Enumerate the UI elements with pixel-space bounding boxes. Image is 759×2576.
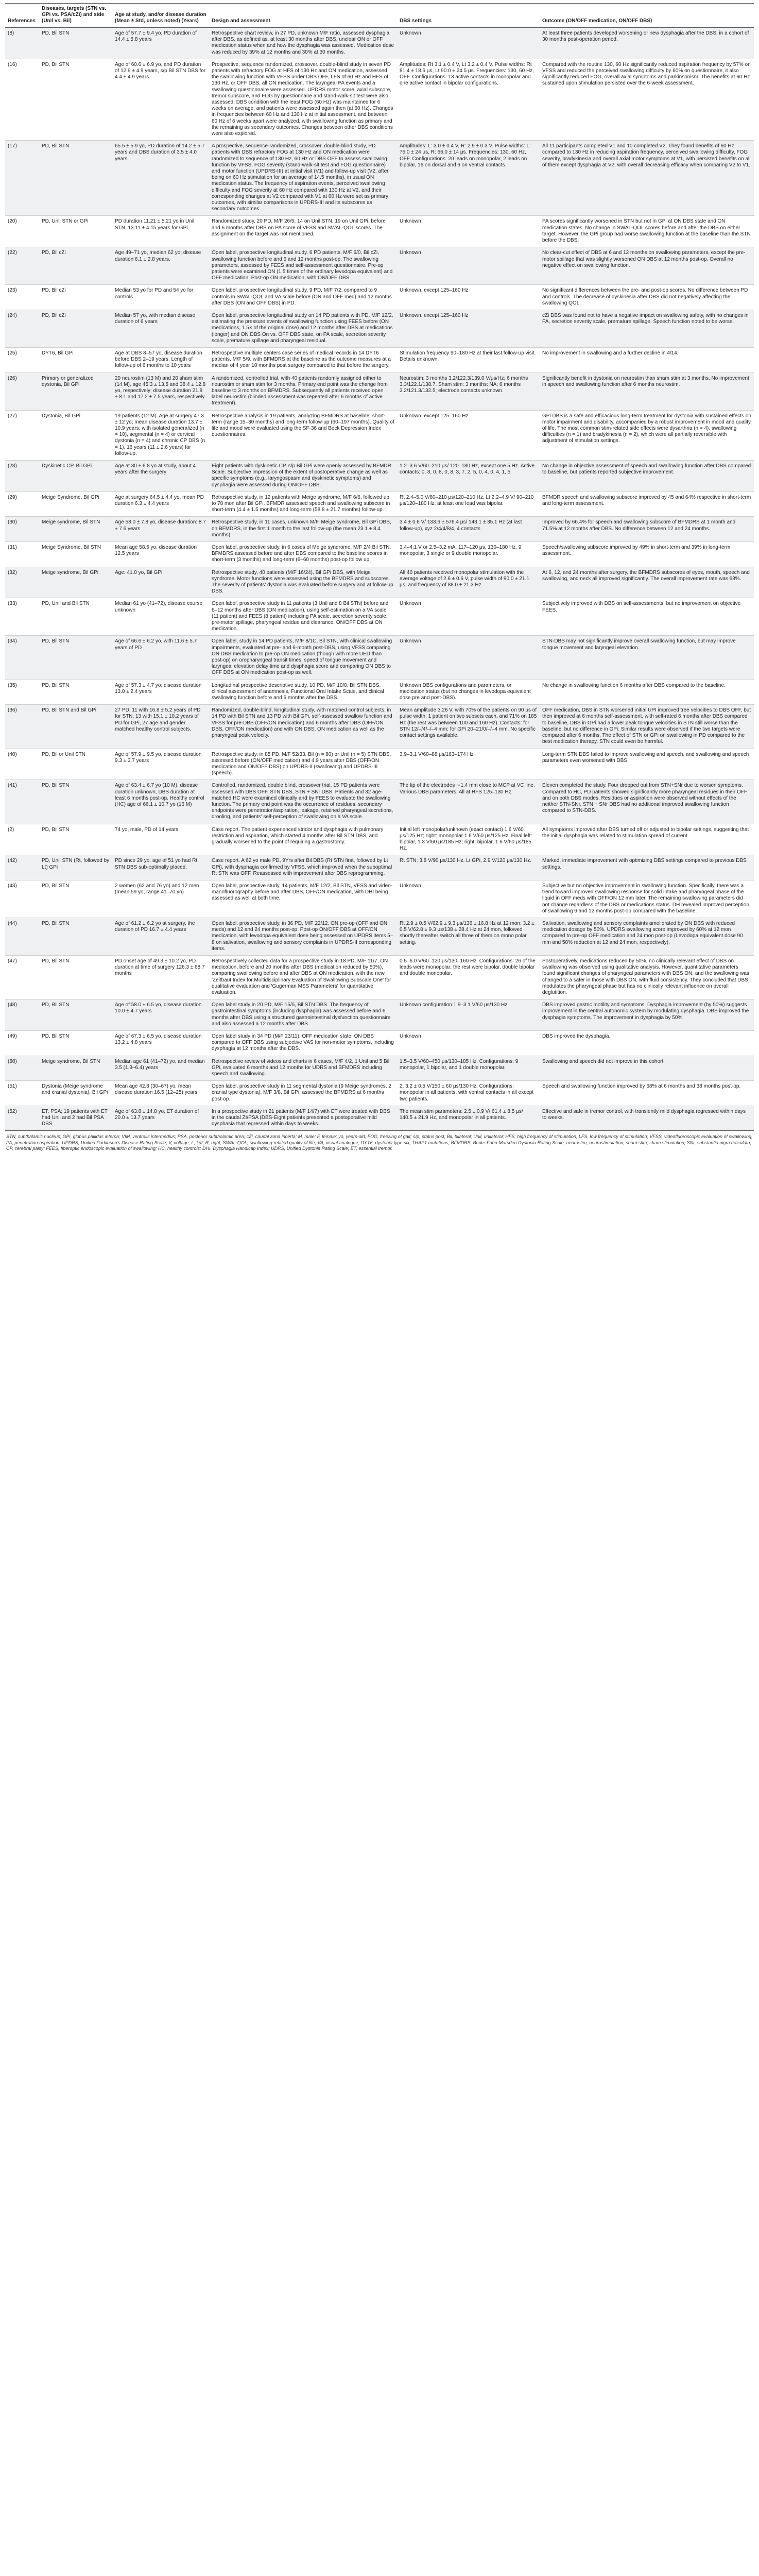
cell-dbs-settings: Initial left monopolar/unknown (exact contact) 1.6 V/60 μs/125 Hz; right: monopolar 1.6 V/60 μs/125 Hz. Final left: bipolar, 1.3 V/60 μs/185 Hz; right: bipolar, 1.6 V/60 μs/185 Hz. <box>397 824 540 855</box>
cell-age-duration: Age of 58.0 ± 6.5 yo, disease duration 10.0 ± 4.7 years <box>112 999 209 1031</box>
cell-outcome: No improvement in swallowing and a further decline in 4/14. <box>540 347 754 372</box>
cell-outcome: cZi DBS was found not to have a negative impact on swallowing safety, with no changes in PA, secretion severity scale, premature spillage. Speech function noted to be worse. <box>540 310 754 347</box>
cell-disease-target: PD, Bil STN <box>39 680 112 705</box>
cell-age-duration: Age 49–71 yo, median 62 yo; disease duration 6.1 ± 2.8 years. <box>112 247 209 285</box>
cell-design-assessment: Open label, prospective study, in 36 PD, M/F 22/12, ON pre-op (OFF and ON meds) and 12 and 24 months post-op. Post-op ON/OFF DBS at OFF/ON medication, with levodopa equivalent dose being assessed on UPDRS items 5–8 on salivation, swallowing and sensory complaints in UPDRS-II corresponding items. <box>209 918 397 955</box>
cell-outcome: PA scores significantly worsened in STN but not in GPi at ON DBS state and ON medication states. No change in SWAL-QOL scores before and after the DBS on either target. However, the GPi group had worse swallowing function at the baseline than the STN before the DBS. <box>540 216 754 247</box>
cell-design-assessment: Open label, prospective longitudinal study, 9 PD, M/F 7/2, compared to 9 controls in SWAL-QOL and VA scale before (ON and OFF med) and 12 months after DBS (ON and OFF DBS) in PD. <box>209 285 397 310</box>
table-body <box>5 28 754 1131</box>
cell-dbs-settings: Unknown configuration 1.9–3.1 V/60 μs/130 Hz <box>397 999 540 1031</box>
cell-disease-target: PD, Bil or Unil STN <box>39 749 112 780</box>
cell-design-assessment: In a prospective study in 21 patients (M/F 14/7) with ET were treated with DBS in the caudal ZI/PSA (DBS-Eight patients presented a postoperative mild dysphasia that regressed within days to weeks. <box>209 1106 397 1131</box>
cell-disease-target: Dystonia, Bil GPi <box>39 410 112 460</box>
table-footnote: STN, subthalamic nucleus; GPi, globus pallidus interna; VIM, ventralis intermedius; PSA, posterior subthalamic area; cZi, caudal zona incerta; M, male; F, female; yo, years-old; FOG, freezing of gait; s/p, status post; Bil, bilateral; Unil, unilateral; HFS, high frequency of stimulation; LFS, low frequency of stimulation; VFSS, videofluoroscopic evaluation of swallowing; PA, penetration-aspiration; UPDRS, Unified Parkinson's Disease Rating Scale; V, voltage; L, left; R, right; SWAL-QOL, swallowing-related quality of life; VA, visual analogue; DYT6, dystonia type six; THAP1 mutations; BFMDRS, Burke-Fahn-Marsden Dystonia Rating Scale; neurostim, neurostimulation; sham stim, sham stimulation; SNr, substantia nigra reticulata; CP, cerebral palsy; FEES, fiberoptic endoscopic evaluation of swallowing; HC, healthy controls; DHI, Dysphagia Handicap Index; UDRS, Unified Dystonia Rating Scale; ET, essential tremor. <box>6 1134 753 1151</box>
cell-disease-target: ET, PSA; 19 patients with ET had Unil and 2 had Bil PSA DBS <box>39 1106 112 1131</box>
table-row <box>5 542 754 567</box>
cell-reference: (32) <box>5 567 39 598</box>
cell-disease-target: PD, Bil STN <box>39 824 112 855</box>
cell-dbs-settings: Unknown <box>397 1031 540 1056</box>
cell-age-duration: 65.5 ± 5.9 yo, PD duration of 14.2 ± 5.7 years and DBS duration of 3.5 ± 4.0 years <box>112 141 209 216</box>
table-row <box>5 1081 754 1106</box>
table-row <box>5 517 754 542</box>
cell-disease-target: Primary or generalized dystonia, Bil GPi <box>39 372 112 410</box>
cell-outcome: At 6, 12, and 24 months after surgery, the BFMDRS subscores of eyes, mouth, speech and swallowing, and neck all improved significantly. The overall improvement rate was 63%. <box>540 567 754 598</box>
cell-outcome: Speech/swallowing subscore improved by 49% in short-term and 39% in long-term assessment. <box>540 542 754 567</box>
cell-age-duration: Age of 67.3 ± 6.5 yo, disease duration 13.2 ± 4.8 years <box>112 1031 209 1056</box>
cell-design-assessment: Retrospective study, 40 patients (M/F 16/24), Bil GPi DBS, with Meige syndrome. Motor functions were assessed using the BFMDRS and subscores. The severity of patients' dystonia was evaluated before surgery and at follow-up DBS. <box>209 567 397 598</box>
table-row <box>5 347 754 372</box>
cell-disease-target: Meige syndrome, Bil STN <box>39 1056 112 1081</box>
cell-reference: (8) <box>5 28 39 59</box>
table-row <box>5 410 754 460</box>
header-references: References <box>5 4 39 28</box>
table-row <box>5 1031 754 1056</box>
cell-outcome: Subjective but no objective improvement in swallowing function. Specifically, there was a trend toward improved swallowing response for solid intake and pharyngeal phase of the liquid in OFF meds with OFF/ON 12 mm later. The remaining swallowing parameters did not change regardless of the DBS or medications status. DH revealed improved perception of swallowing 6 and 12 months post-op compared with the baseline. <box>540 880 754 918</box>
cell-age-duration: Median 53 yo for PD and 54 yo for controls. <box>112 285 209 310</box>
header-row <box>5 4 754 28</box>
cell-outcome: STN-DBS may not significantly improve overall swallowing function, but may improve tongue movement and laryngeal elevation. <box>540 636 754 680</box>
cell-disease-target: PD, Bil STN <box>39 780 112 824</box>
cell-dbs-settings: 0.5–6.0 V/60–120 μs/130–160 Hz. Configurations: 26 of the leads were monopolar; the rest were bipolar, double bipolar and double monopolar. <box>397 955 540 999</box>
table-row <box>5 824 754 855</box>
cell-design-assessment: A randomized, controlled trial, with 40 patients randomly assigned either to neurostim or sham stim for 3 months. Primary end point was the change from baseline to 3 months on BFMDRS. Subsequently all patients received open label neurostim (blinded assessment was repeated after 6 months of active treatment). <box>209 372 397 410</box>
cell-dbs-settings: Unknown, except 125–160 Hz <box>397 285 540 310</box>
cell-design-assessment: Eight patients with dyskinetic CP, s/p Bil GPi were openly assessed by BFMDR Scale. Subjective impression of the extent of postoperative change as well as specific symptoms (e.g., laryngospasm and dyskinetic symptoms) and dysphagia were assessed during ON/OFF DBS. <box>209 460 397 492</box>
table-row <box>5 1106 754 1131</box>
cell-design-assessment: Open label, prospective study in 11 segmental dystonia (9 Meige syndromes, 2 cranial type dystonia), M/F 3/8, Bil GPi, assessed the BFMDRS at 6 months post-op. <box>209 1081 397 1106</box>
cell-reference: (20) <box>5 216 39 247</box>
cell-design-assessment: Retrospective chart review, in 27 PD, unknown M/F ratio, assessed dysphagia after DBS, as defined as, at least 30 months after DBS, unclear ON or OFF medication status when and how the dysphagia was assessed. Medication dose was reduced by 39% at 12 months and 30% at 30 months. <box>209 28 397 59</box>
cell-disease-target: PD, Bil STN <box>39 955 112 999</box>
cell-disease-target: Meige Syndrome, Bil STN <box>39 542 112 567</box>
table-row <box>5 372 754 410</box>
cell-age-duration: Age of 57.9 ± 9.5 yo, disease duration 9.3 ± 3.7 years <box>112 749 209 780</box>
cell-dbs-settings: Unknown <box>397 216 540 247</box>
table-row <box>5 247 754 285</box>
table-row <box>5 567 754 598</box>
cell-dbs-settings: 1.2–3.6 V/60–210 μs/ 120–180 Hz, except one 5 Hz. Active contacts: 0, 8, 0, 8, 0, 8, 3, 7, 2, 5, 0, 4, 0, 4, 1, 5. <box>397 460 540 492</box>
page <box>0 0 759 1156</box>
cell-age-duration: Median 61 yo (41–72), disease course unknown <box>112 598 209 636</box>
table-row <box>5 855 754 880</box>
cell-reference: (43) <box>5 880 39 918</box>
cell-reference: (30) <box>5 517 39 542</box>
cell-design-assessment: Longitudinal prospective descriptive study, 10 PD, M/F 10/0, Bil STN DBS, clinical assessment of anamnesis, Functional Oral Intake Scale, and clinical swallowing function before and 6 months after the DBS. <box>209 680 397 705</box>
cell-dbs-settings: Mean amplitude 3.26 V, with 70% of the patients on 90 μs of pulse width, 1 patient on two subsets each, and 71% on 185 Hz (the rest was between 100 and 160 Hz). Contacts: for STN 12/–/4/–/–4 mm; for GPi 20–21/0/–/–4 mm. No specific contact settings available. <box>397 705 540 749</box>
table-row <box>5 780 754 824</box>
cell-outcome: All 11 participants completed V1 and 10 completed V2. They found benefits of 60 Hz compared to 130 Hz in reducing aspiration frequency, perceived swallowing difficulty, FOG severity, bradykinesia and overall axial motor symptoms at V1, with persisted benefits on all of them except dysphagia at V2, with overall decreasing efficacy when comparing V2 to V1. <box>540 141 754 216</box>
cell-reference: (33) <box>5 598 39 636</box>
cell-dbs-settings: Unknown <box>397 598 540 636</box>
cell-dbs-settings: Unknown, except 125–160 Hz <box>397 310 540 347</box>
table-row <box>5 460 754 492</box>
cell-age-duration: Mean age 42.8 (30–67) yo, mean disease duration 16.5 (12–25) years <box>112 1081 209 1106</box>
table-row <box>5 880 754 918</box>
cell-reference: (41) <box>5 780 39 824</box>
cell-age-duration: PD onset age of 49.3 ± 10.2 yo, PD duration at time of surgery 126.3 ± 68.7 months <box>112 955 209 999</box>
cell-outcome: Subjectively improved with DBS on self-assessments, but no improvement on objective FEES. <box>540 598 754 636</box>
table-row <box>5 285 754 310</box>
table-header <box>5 4 754 28</box>
cell-disease-target: Dystonia (Meige syndrome and cranial dystonia), Bil GPi <box>39 1081 112 1106</box>
cell-reference: (27) <box>5 410 39 460</box>
cell-design-assessment: Retrospective analysis in 19 patients, analyzing BFMDRS at baseline, short-term (range 15–30 months) and long-term follow-up (60–197 months). Quality of life and mood were evaluated using the SF-36 and Beck Depression Index questionnaires. <box>209 410 397 460</box>
table-row <box>5 598 754 636</box>
cell-design-assessment: A prospective, sequence-randomized, crossover, double-blind study, PD patients with DBS refractory FOG at 130 Hz and ON medication were randomized to sequence of 130 Hz, 60 Hz or DBS OFF to assess swallowing function by VFSS, FOG severity (stand-walk-sit test and FOG questionnaire) and motor function (UPDRS-III) at initial visit (V1) and follow-up visit (V2, after being on 60 Hz stimulation for an average of 14.5 months), in usual ON medication status. The frequency of aspiration events, perceived swallowing difficulty and FOG severity at 60 Hz compared with 130 Hz at V2, and their corresponding changes at V2 compared with V1 at 60 Hz were set as primary outcomes, with similar comparisons in UPDRS-III and its subscores as secondary outcomes. <box>209 141 397 216</box>
cell-dbs-settings: Amplitudes: Rt 3.1 ± 0.4 V, Lt 3.2 ± 0.4 V. Pulse widths: Rt 81.4 ± 18.6 μs, Lt 90.0 ± 24.5 μs. Frequencies: 130, 60 Hz, OFF. Configurations: 13 active contacts in monopolar and one active contact in bipolar configurations. <box>397 59 540 140</box>
cell-outcome: Significantly benefit in dystonia on neurostim than sham stim at 3 months. No improvement in speech and swallowing function after 6 months neurostim. <box>540 372 754 410</box>
cell-outcome: Compared with the routine 130, 60 Hz significantly reduced aspiration frequency by 57% on VFSS and reduced the perceived swallowing difficulty by 60% on questionnaire, it also significantly reduced FOG, overall axial symptoms and parkinsonism. The benefits at 60 Hz sustained upon stimulation persisted over the 6-week assessment. <box>540 59 754 140</box>
cell-design-assessment: Retrospective study, in 85 PD, M/F 52/33, Bil (n = 80) or Unil (n = 5) STN DBS, assessed before (ON/OFF medication) and 4.9 years after DBS (OFF/ON medication and ON/OFF DBS) on UPDRS-II (swallowing) and UPDRS-III (speech). <box>209 749 397 780</box>
cell-outcome: GPi DBS is a safe and efficacious long-term treatment for dystonia with sustained effects on motor impairment and disability, accompanied by a robust improvement in mood and quality of life. The most common stim-related side effects were dysarthria (n = 4), swallowing difficulties (n = 1) and bradykinesia (n = 2), which were all partially reversible with adjustment of stimulation settings. <box>540 410 754 460</box>
cell-design-assessment: Controlled, randomized, double blind, crossover trial, 15 PD patients were assessed with DBS OFF, STN DBS, STN + SNr DBS. Patients and 32 age-matched HC were examined clinically and by FEES to evaluate the swallowing function. The primary end point was the occurrence of residues, secondary endpoints were penetration/aspiration, leakage, retained pharyngeal secretions, drooling, and patients' self-perception of swallowing on a VA scale. <box>209 780 397 824</box>
table-row <box>5 636 754 680</box>
cell-reference: (48) <box>5 999 39 1031</box>
cell-dbs-settings: 3.4–4.1 V or 2.5–3.2 mA, 117–120 μs, 130–180 Hz, 9 monopolar, 3 single or 9 double monopolar. <box>397 542 540 567</box>
header-age-duration: Age at study, and/or disease duration (Mean ± Std, unless noted) (Years) <box>112 4 209 28</box>
cell-disease-target: Meige syndrome, Bil STN <box>39 517 112 542</box>
cell-reference: (23) <box>5 285 39 310</box>
cell-dbs-settings: 2, 3.2 ± 0.5 V/150 ± 60 μs/130 Hz. Configurations: monopolar in all patients, with ventral contacts in all except two patients. <box>397 1081 540 1106</box>
cell-age-duration: PD duration 11.21 ± 5.21 yo in Unil STN, 13.11 ± 4.15 years for GPi <box>112 216 209 247</box>
cell-dbs-settings: The tip of the electrodes ∼1.4 mm close to MCP at VC line. Various DBS parameters. All at HFS 125–130 Hz. <box>397 780 540 824</box>
cell-dbs-settings: Unknown <box>397 880 540 918</box>
cell-age-duration: Age of 63.4 ± 6.7 yo (10 M), disease duration unknown, DBS duration at least 6 months post-op. Healthy control (HC) age of 66.1 ± 10.7 yo (16 M) <box>112 780 209 824</box>
table-row <box>5 918 754 955</box>
cell-design-assessment: Prospective, sequence randomized, crossover, double-blind study in seven PD patients with refractory FOG at HFS of 130 Hz and ON medication, assessed the swallowing function with VFSS under DBS OFF, LFS of 60 Hz and HFS of 130 Hz, or OFF DBS, all ON medication. The laryngeal PA events and a swallowing questionnaire were assessed. UPDRS motor score, axial subscore, tremor subscore, and FOG by questionnaire and stand-walk-sit test were also assessed. DBS condition with the least FOG (60 Hz) was maintained for 6 weeks on average, and patients were assessed again then (at 60 Hz). Changes in frequencies between 60 Hz and 130 Hz at initial assessment, and between 60 Hz of 6 weeks apart were analyzed, with swallowing function as primary and the remaining as secondary outcomes. Changes between other DBS conditions were also explored. <box>209 59 397 140</box>
cell-disease-target: DYT6, Bil GPi <box>39 347 112 372</box>
cell-age-duration: Age: 41.0 yo, Bil GPi <box>112 567 209 598</box>
cell-design-assessment: Open label study in 34 PD (M/F 23/11), OFF medication state, ON DBS compared to OFF DBS using subjective VAS for non-motor symptoms, including dysphagia at 12 months after the DBS. <box>209 1031 397 1056</box>
cell-outcome: No significant differences between the pre- and post-op scores. No difference between PD and controls. The decrease of dyskinesia after DBS did not negatively affecting the swallowing QOL. <box>540 285 754 310</box>
cell-age-duration: 19 patients (12 M). Age at surgery 47.3 ± 12 yo; mean disease duration 13.7 ± 10.9 years, with isolated generalized (n = 10), segmental (n = 4) or cervical dystonia (n = 4) and chronic CP DBS (n = 1), 16 years (11 ± 2.6 years) for follow-up. <box>112 410 209 460</box>
cell-outcome: DBS improved gastric motility and symptoms. Dysphagia improvement (by 50%) suggests improvement in the central autonomic system by modulating dysphagia. DBS improved the dysphagia symptoms. The improvement in dysphagia by 50%. <box>540 999 754 1031</box>
cell-reference: (35) <box>5 680 39 705</box>
cell-reference: (25) <box>5 347 39 372</box>
cell-reference: (50) <box>5 1056 39 1081</box>
cell-disease-target: PD, Bil STN <box>39 59 112 140</box>
table-row <box>5 955 754 999</box>
table-row <box>5 705 754 749</box>
cell-design-assessment: Randomized study, 20 PD, M/F 26/5, 14 on Unil STN, 19 on Unil GPi, before and 6 months after DBS on PA score of VFSS and SWAL-QOL scores. The assignment on the target was not mentioned. <box>209 216 397 247</box>
cell-outcome: Swallowing and speech did not improve in this cohort. <box>540 1056 754 1081</box>
table-row <box>5 141 754 216</box>
cell-disease-target: Dyskinetic CP, Bil GPi <box>39 460 112 492</box>
cell-age-duration: 27 PD, 11 with 16.8 ± 5.2 years of PD for STN, 13 with 15.1 ± 10.2 years of PD for GPi, 27 age and gender matched healthy control subjects. <box>112 705 209 749</box>
cell-reference: (49) <box>5 1031 39 1056</box>
cell-age-duration: Mean age 58.5 yo, disease duration 12.5 years <box>112 542 209 567</box>
cell-design-assessment: Open label, prospective longitudinal study on 14 PD patients with PD, M/F 12/2, estimating the pressure events of swallowing function using FEES before (ON medications, 1.5× of the original dose) and 12 months after DBS at medications (longer) and ON DBS On vs. OFF DBS state, on PA scale, secretion severity scale, premature spillage and pharyngeal residual. <box>209 310 397 347</box>
cell-reference: (28) <box>5 460 39 492</box>
cell-age-duration: 2 women (62 and 76 yo) and 12 men (mean 59 yo, range 41–70 yo) <box>112 880 209 918</box>
cell-reference: (36) <box>5 705 39 749</box>
table-row <box>5 59 754 140</box>
cell-dbs-settings: Neurostim: 3 months 3.2/122.3/139.0 V/μs/Hz; 6 months 3.3/122.1/138.7. Sham stim: 3 months: NA; 6 months 3.2/121.3/132.5; electrode contacts unknown. <box>397 372 540 410</box>
cell-age-duration: Age 58.0 ± 7.8 yo, disease duration: 8.7 ± 7.6 years <box>112 517 209 542</box>
cell-outcome: At least three patients developed worsening or new dysphagia after the DBS, in a cohort of 30 months post-operation period. <box>540 28 754 59</box>
cell-outcome: OFF medication, DBS in STN worsened initial UPI improved tree velocities to DBS OFF, but then improved at 6 months self-assessment, with self-rated 6 months after DBS compared to baseline, DBS in GPi had a lower peak tongue velocities in STN still worse than the baseline, but no difference in GPi. Similar results were observed if the two targets were compared after 6 months. The effect of STN or GPi on swallowing in PD compared to the best medication therapy, STN could even be harmful. <box>540 705 754 749</box>
cell-reference: (44) <box>5 918 39 955</box>
cell-reference: (16) <box>5 59 39 140</box>
cell-design-assessment: Open label, prospective study, 14 patients, M/F 12/2, Bil STN, VFSS and video-manofluorography before and after DBS, OFF/ON medication, with DHI being assessed as well at both time. <box>209 880 397 918</box>
cell-reference: (42) <box>5 855 39 880</box>
cell-dbs-settings: Unknown DBS configurations and parameters, or medication status (but no changes in levodopa equivalent dose pre and post-DBS). <box>397 680 540 705</box>
table-row <box>5 680 754 705</box>
cell-age-duration: 20 neurostim (13 M) and 20 sham stim (14 M), age 45.3 ± 13.5 and 38.4 ± 12.8 yo, respectively; disease duration 21.8 ± 8.1 and 17.2 ± 7.5 years, respectively <box>112 372 209 410</box>
cell-outcome: Speech and swallowing function improved by 68% at 6 months and 38 months post-op. <box>540 1081 754 1106</box>
cell-disease-target: PD, Bil cZi <box>39 285 112 310</box>
cell-disease-target: PD, Bil STN <box>39 141 112 216</box>
cell-dbs-settings: 3.4 ± 0.6 V/ 133.6 ± 576.4 μs/ 143.1 ± 35.1 Hz (at last follow-up), xyz 2/4/4/8/4, 4 contacts <box>397 517 540 542</box>
cell-outcome: All symptoms improved after DBS turned off or adjusted to bipolar settings, suggesting that the initial dysphagia was related to stimulation spread of current. <box>540 824 754 855</box>
cell-outcome: Postoperatively, medications reduced by 50%, no clinically relevant effect of DBS on swallowing was observed using qualitative analysis. However, quantitative parameters found significant changes of pharyngeal parameters with DBS ON, and the swallowing was changed to a safer in those with DBS ON, with fluid consistency. They concluded that DBS modulates the pharyngeal phase but has no clinically relevant influence on overall deglutition. <box>540 955 754 999</box>
cell-design-assessment: Retrospectively collected data for a prospective study in 18 PD, M/F 11/7, ON medication, before and 20 months after DBS (medication reduced by 50%), comparing swallowing before and after DBS at ON medication, with the new 'Zeitbaut Index for Multidisciplinary Evaluation of Swallowing Subscale One' for qualitative evaluation and 'Gugerman MSS Parameters' for quantitative evaluation. <box>209 955 397 999</box>
cell-design-assessment: Open label, prospective study, in 6 cases of Meige syndrome, M/F 2/4 Bil STN, BFMDRS assessed before and after DBS compared to the baseline scores in short-term (3 months) and long-term (6–60 months) post-op follow up. <box>209 542 397 567</box>
cell-reference: (40) <box>5 749 39 780</box>
cell-outcome: Salivation, swallowing and sensory complaints ameliorated by ON DBS with reduced medication dosage by 50%. UPDRS swallowing score improved by 60% at 12 mon compared to pre-op OFF medication and 24 mon post-op (Levodopa equivalent dose 90 mm and 50% reduction at 12 and 24 mon, respectively). <box>540 918 754 955</box>
cell-disease-target: Meige Syndrome, Bil GPi <box>39 492 112 517</box>
cell-design-assessment: Retrospective review of videos and charts in 6 cases, M/F 4/2, 1 Unil and 5 Bil GPi, evaluated 6 months and 12 months for UDRS and BFMDRS including speech and swallowing. <box>209 1056 397 1081</box>
cell-design-assessment: Case report. The patient experienced stridor and dysphagia with pulmonary restriction and aspiration, which started 4 months after Bil STN DBS, and gradually worsened to the point of requiring a gastrostomy. <box>209 824 397 855</box>
cell-design-assessment: Case report. A 62 yo male PD, 9Yrs after Bil DBS (Rt STN first, followed by Lt GPi), with dysphagia confirmed by VFSS, which improved when the suboptimal Rt STN was OFF. Reassessed with improvement after DBS reprogramming. <box>209 855 397 880</box>
cell-disease-target: PD, Unil and Bil STN <box>39 598 112 636</box>
cell-age-duration: Median 57 yo, with median disease duration of 6 years <box>112 310 209 347</box>
table-row <box>5 492 754 517</box>
cell-disease-target: PD, Unil STN or GPi <box>39 216 112 247</box>
cell-reference: (17) <box>5 141 39 216</box>
cell-outcome: DBS improved the dysphagia. <box>540 1031 754 1056</box>
table-row <box>5 999 754 1031</box>
cell-dbs-settings: The mean stim parameters: 2.5 ± 0.9 V/ 61.4 ± 8.5 μs/ 140.5 ± 21.9 Hz, and monopolar in all patients. <box>397 1106 540 1131</box>
cell-design-assessment: Open label, prospective longitudinal study, 6 PD patients, M/F 6/0, Bil cZi, swallowing function before and 6 and 12 months post-op. The swallowing parameters, assessed by FEES and self-assessment questionnaire. Pre-op patients were examined ON (1.5 times of the ordinary levodopa equivalent) and OFF medication. Post-op ON medication, with ON/OFF DBS. <box>209 247 397 285</box>
cell-disease-target: PD, Bil STN <box>39 1031 112 1056</box>
cell-disease-target: PD, Bil STN <box>39 918 112 955</box>
cell-dbs-settings: Rt 2.4–5.0 V/60–210 μs/120–210 Hz, Lt 2.2–4.9 V/ 90–210 μs/120–180 Hz; at least one lead was bipolar. <box>397 492 540 517</box>
header-diseases-targets: Diseases, targets (STN vs. GPi vs. PSA/cZi) and side (Unil vs. Bil) <box>39 4 112 28</box>
cell-age-duration: Age of 63.8 ± 14.8 yo, ET duration of 20.0 ± 13.7 years <box>112 1106 209 1131</box>
table-row <box>5 1056 754 1081</box>
cell-age-duration: Age of 57.3 ± 4.7 yo; disease duration 13.0 ± 2.4 years <box>112 680 209 705</box>
cell-disease-target: PD, Bil STN <box>39 28 112 59</box>
cell-design-assessment: Retrospective multiple centers case series of medical records in 14 DYT6 patients, M/F 5/9, with BFMDRS at the baseline as the outcome measures at a median of 4 year 10 months post surgery compared to that before the surgery. <box>209 347 397 372</box>
table-row <box>5 28 754 59</box>
header-outcome: Outcome (ON/OFF medication, ON/OFF DBS) <box>540 4 754 28</box>
cell-reference: (31) <box>5 542 39 567</box>
table-row <box>5 749 754 780</box>
cell-dbs-settings: Amplitudes: L: 3.0 ± 0.4 V, R: 2.9 ± 0.3 V. Pulse widths: L: 76.0 ± 24 μs, R: 66.0 ± 14 μs. Frequencies: 130, 60 Hz, OFF. Configurations: 20 leads on monopolar, 2 leads on bipolar, 16 on dorsal and 6 on ventral contacts. <box>397 141 540 216</box>
cell-reference: (47) <box>5 955 39 999</box>
cell-disease-target: PD, Bil STN <box>39 636 112 680</box>
cell-outcome: Marked, immediate improvement with optimizing DBS settings compared to previous DBS settings. <box>540 855 754 880</box>
cell-dbs-settings: Unknown <box>397 247 540 285</box>
cell-dbs-settings: Rt STN: 3.8 V/90 μs/130 Hz. Lt GPi, 2.9 V/120 μs/130 Hz. <box>397 855 540 880</box>
cell-disease-target: PD, Bil cZi <box>39 247 112 285</box>
table-row <box>5 216 754 247</box>
cell-disease-target: PD, Bil cZi <box>39 310 112 347</box>
dbs-studies-table <box>5 3 754 1131</box>
cell-outcome: Improved by 66.4% for speech and swallowing subscore of BFMDRS at 1 month and 71.5% at 12 months after DBS. No difference between 12 and 24 months. <box>540 517 754 542</box>
cell-disease-target: PD, Bil STN <box>39 880 112 918</box>
cell-reference: (22) <box>5 247 39 285</box>
cell-disease-target: PD, Bil STN <box>39 999 112 1031</box>
cell-dbs-settings: Unknown <box>397 636 540 680</box>
cell-reference: (29) <box>5 492 39 517</box>
header-dbs-settings: DBS settings <box>397 4 540 28</box>
cell-dbs-settings: 1.5–3.5 V/60–450 μs/130–185 Hz. Configurations: 9 monopolar, 1 bipolar, and 1 double monopolar. <box>397 1056 540 1081</box>
cell-age-duration: Age of 66.6 ± 6.2 yo, with 11.6 ± 5.7 years of PD <box>112 636 209 680</box>
cell-dbs-settings: Unknown <box>397 28 540 59</box>
cell-age-duration: Age of 61.2 ± 6.2 yo at surgery, the duration of PD 16.7 ± 4.4 years <box>112 918 209 955</box>
cell-dbs-settings: All 40 patients received monopolar stimulation with the average voltage of 2.6 ± 0.6 V, pulse width of 90.0 ± 21.1 μs, and frequency of 88.0 ± 21.3 Hz. <box>397 567 540 598</box>
cell-outcome: Eleven completed the study. Four dropped out from STN+SNr due to worsen symptoms. Compared to HC, PD patients showed significantly more pharyngeal residues in their OFF and on both DBS modes. Residues or aspiration were observed without effects of the neither STN-SNr, STN + SNr DBS had no additional improved swallowing function compared to STN-DBS. <box>540 780 754 824</box>
cell-design-assessment: Open label, prospective study in 11 patients (3 Unil and 8 Bil STN) before and 6–12 months after DBS (ON medication), using self-estimation on a VA scale (11 patient) and FEES (8 patient) including PA scale, secretion severity scale, pre-motor spillage, pharyngeal residue and clearance, ON/OFF DBS at ON medication. <box>209 598 397 636</box>
table-row <box>5 310 754 347</box>
cell-outcome: Effective and safe in tremor control, with transiently mild dysphagia regressed within days to weeks. <box>540 1106 754 1131</box>
cell-reference: (24) <box>5 310 39 347</box>
cell-design-assessment: Open label study in 20 PD, M/F 15/5, Bil STN DBS. The frequency of gastrointestinal symptoms (including dysphagia) was assessed before and 6 months after DBS using a structured gastrointestinal dysfunction questionnaire and also assessed a 12 months after DBS. <box>209 999 397 1031</box>
cell-outcome: Long-term STN DBS failed to improve swallowing and speech, and swallowing and speech parameters even worsened with DBS. <box>540 749 754 780</box>
cell-design-assessment: Retrospective study, in 11 cases, unknown M/F, Meige syndrome, Bil GPi DBS, on BFMDRS, in the first 1 month to the last follow-up (the mean 23.1 ± 8.4 months). <box>209 517 397 542</box>
cell-age-duration: Median age 61 (41–72) yo, and median 3.5 (1.3–6.4) years <box>112 1056 209 1081</box>
cell-design-assessment: Randomized, double-blind, longitudinal study, with matched control subjects, in 14 PD with Bil STN and 13 PD with Bil GPi, self-assessed swallow function and VFSS for pre-DBS (OFF/ON medication) and 6 months after DBS (OFF/ON DBS, OFF/ON medication) and with ON DBS, ON medication as well as the pharyngeal peak velocity. <box>209 705 397 749</box>
cell-disease-target: Meige syndrome, Bil GPi <box>39 567 112 598</box>
cell-reference: (26) <box>5 372 39 410</box>
cell-disease-target: PD, Bil STN and Bil GPi <box>39 705 112 749</box>
cell-reference: (52) <box>5 1106 39 1131</box>
cell-reference: (51) <box>5 1081 39 1106</box>
cell-reference: (34) <box>5 636 39 680</box>
cell-dbs-settings: Unknown, except 125–160 Hz <box>397 410 540 460</box>
cell-outcome: BFMDR speech and swallowing subscore improved by 45 and 64% respective in short-term and long-term assessment. <box>540 492 754 517</box>
cell-outcome: No clear-cut effect of DBS at 6 and 12 months on swallowing parameters, except the pre-motor spillage that was slightly worsened ON DBS at 12 months post-op. Overall no negative effect on swallowing function. <box>540 247 754 285</box>
cell-dbs-settings: Stimulation frequency 90–180 Hz at their last follow-up visit. Details unknown. <box>397 347 540 372</box>
cell-age-duration: PD since 29 yo, age of 51 yo had Rt STN DBS sub-optimally placed. <box>112 855 209 880</box>
cell-reference: (2) <box>5 824 39 855</box>
cell-design-assessment: Retrospective study, in 12 patients with Meige syndrome, M/F 6/6, followed up to 78 mon after Bil GPi. BFMDR assessed speech and swallowing subscore in short-term (4.4 ± 1.5 months) and long-term (58.8 ± 21.7 months) follow-up. <box>209 492 397 517</box>
cell-outcome: No change in swallowing function 6 months after DBS compared to the baseline. <box>540 680 754 705</box>
cell-age-duration: 74 yo, male, PD of 14 years <box>112 824 209 855</box>
cell-age-duration: Age of 60.6 ± 6.9 yo, and PD duration of 12.9 ± 4.9 years, s/p Bil STN DBS for 4.4 ± 4.9 years. <box>112 59 209 140</box>
cell-age-duration: Age at surgery 64.5 ± 4.4 yo, mean PD duration 6.3 ± 4.4 years <box>112 492 209 517</box>
header-design-assessment: Design and assessment <box>209 4 397 28</box>
cell-dbs-settings: Rt 2.9 ± 0.5 V/62.9 ± 9.3 μs/136 ± 16.8 Hz at 12 mon; 3.2 ± 0.5 V/62.8 ± 9.3 μs/138 ± 28.4 Hz at 24 mon, followed shortly thereafter switch all three of them on mono polar setting. <box>397 918 540 955</box>
cell-age-duration: Age at DBS 8–57 yo, disease duration before DBS 2–19 years. Length of follow-up of 6 months to 10 years <box>112 347 209 372</box>
cell-age-duration: Age at 30 ± 6.8 yo at study, about 4 years after the surgery <box>112 460 209 492</box>
cell-design-assessment: Open label, study in 14 PD patients, M/F 8/1C, Bil STN, with clinical swallowing impairments, evaluated at pre- and 6-month post-DBS, using VFSS comparing ON DBS medication to pre-op ON medication (though with more UED than post-op) on oropharyngeal transit times, speed of tongue movement and laryngeal elevation delay time and dysphagia score and comparing ON DBS to OFF DBS at ON medication post-op as well. <box>209 636 397 680</box>
cell-dbs-settings: 3.9–3.1 V/60–88 μs/163–174 Hz <box>397 749 540 780</box>
cell-outcome: No change in objective assessment of speech and swallowing function after DBS compared to baseline, but patients reported subjective improvement. <box>540 460 754 492</box>
cell-age-duration: Age of 57.7 ± 9.4 yo, PD duration of 14.4 ± 5.8 years <box>112 28 209 59</box>
cell-disease-target: PD, Unil STN (Rt, followed by Lt) GPi <box>39 855 112 880</box>
